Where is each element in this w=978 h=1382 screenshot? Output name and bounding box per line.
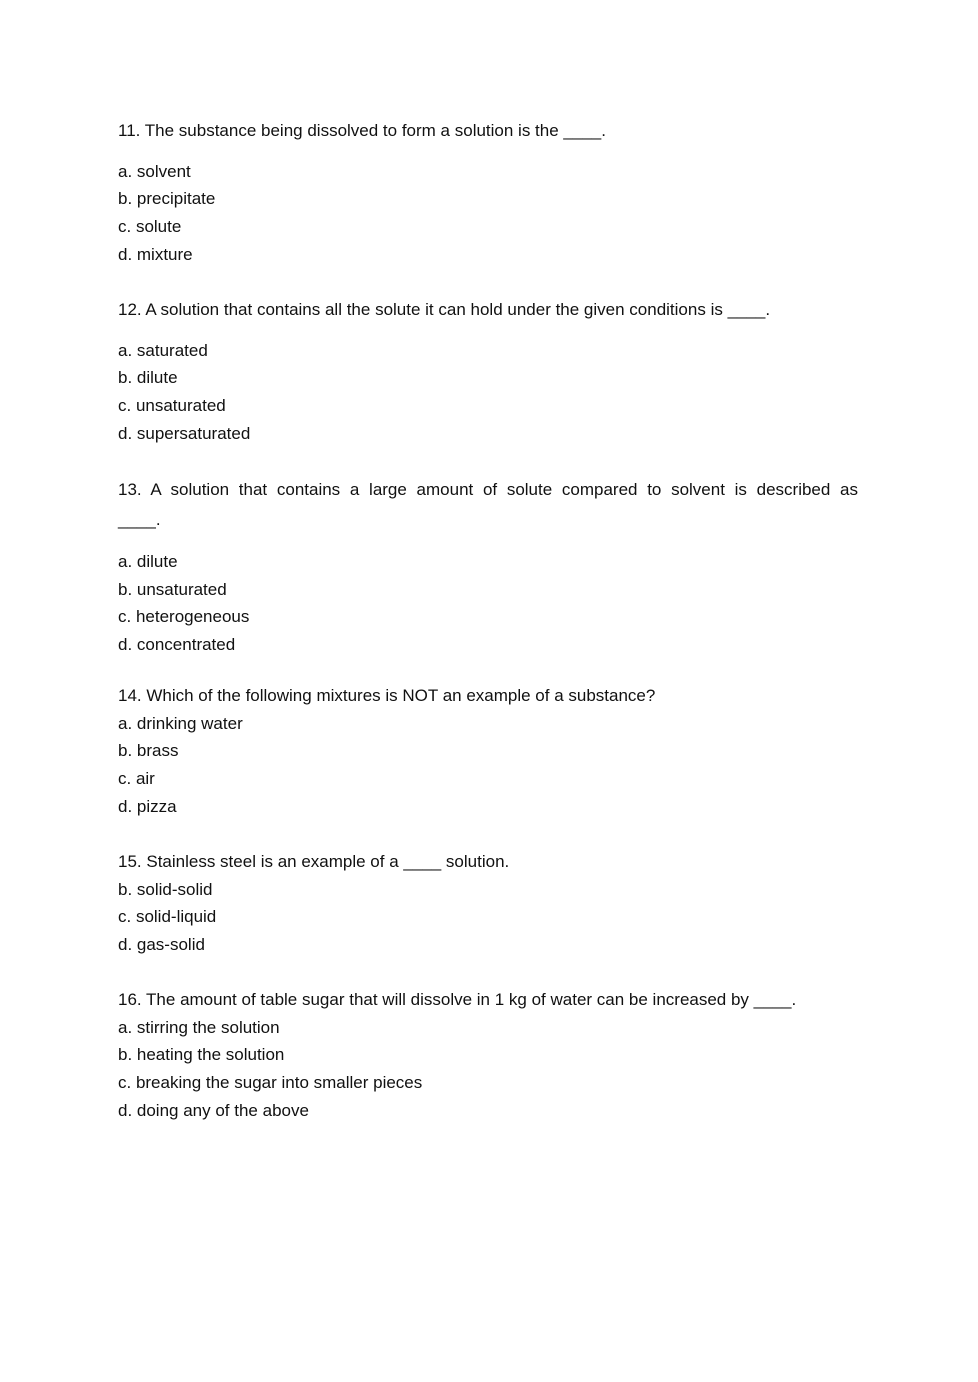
question-stem: 16. The amount of table sugar that will dissolve in 1 kg of water can be increased by ____. xyxy=(118,990,797,1009)
question-stem: 12. A solution that contains all the solute it can hold under the given conditions is ____. xyxy=(118,300,771,319)
option-b: b. dilute xyxy=(118,368,178,388)
question-16 xyxy=(118,986,858,1125)
option-list xyxy=(118,1014,858,1125)
option-list xyxy=(118,876,858,959)
option-d: d. doing any of the above xyxy=(118,1100,309,1120)
question-11 xyxy=(118,117,858,269)
option-c: c. solute xyxy=(118,217,182,237)
option-list xyxy=(118,158,858,269)
option-b: b. solid-solid xyxy=(118,879,213,899)
option-b: b. heating the solution xyxy=(118,1045,285,1065)
option-b: b. precipitate xyxy=(118,189,216,209)
question-12 xyxy=(118,296,858,448)
option-a: a. drinking water xyxy=(118,713,243,733)
option-a: a. dilute xyxy=(118,552,178,571)
option-a: a. saturated xyxy=(118,340,208,360)
question-stem: 14. Which of the following mixtures is NOT an example of a substance? xyxy=(118,686,656,705)
option-d: d. supersaturated xyxy=(118,423,251,443)
option-list xyxy=(118,710,858,821)
option-d: d. concentrated xyxy=(118,635,236,655)
question-15 xyxy=(118,848,858,959)
option-b: b. brass xyxy=(118,741,179,761)
option-c: c. solid-liquid xyxy=(118,907,217,927)
option-a: a. solvent xyxy=(118,161,191,181)
option-d: d. pizza xyxy=(118,796,177,816)
question-stem: 15. Stainless steel is an example of a ____ solution. xyxy=(118,852,510,871)
option-c: c. breaking the sugar into smaller pieces xyxy=(118,1073,423,1093)
option-a: a. stirring the solution xyxy=(118,1017,280,1037)
option-list xyxy=(118,548,858,659)
question-stem: 13. A solution that contains a large amount of solute compared to solvent is described as ____. xyxy=(118,480,858,529)
option-d: d. mixture xyxy=(118,244,193,264)
question-13 xyxy=(118,475,858,659)
option-b: b. unsaturated xyxy=(118,579,227,599)
option-c: c. unsaturated xyxy=(118,396,226,416)
option-c: c. heterogeneous xyxy=(118,607,250,627)
question-14 xyxy=(118,682,858,821)
question-stem: 11. The substance being dissolved to form a solution is the ____. xyxy=(118,121,606,140)
option-d: d. gas-solid xyxy=(118,935,205,955)
option-list xyxy=(118,337,858,448)
option-c: c. air xyxy=(118,769,155,789)
